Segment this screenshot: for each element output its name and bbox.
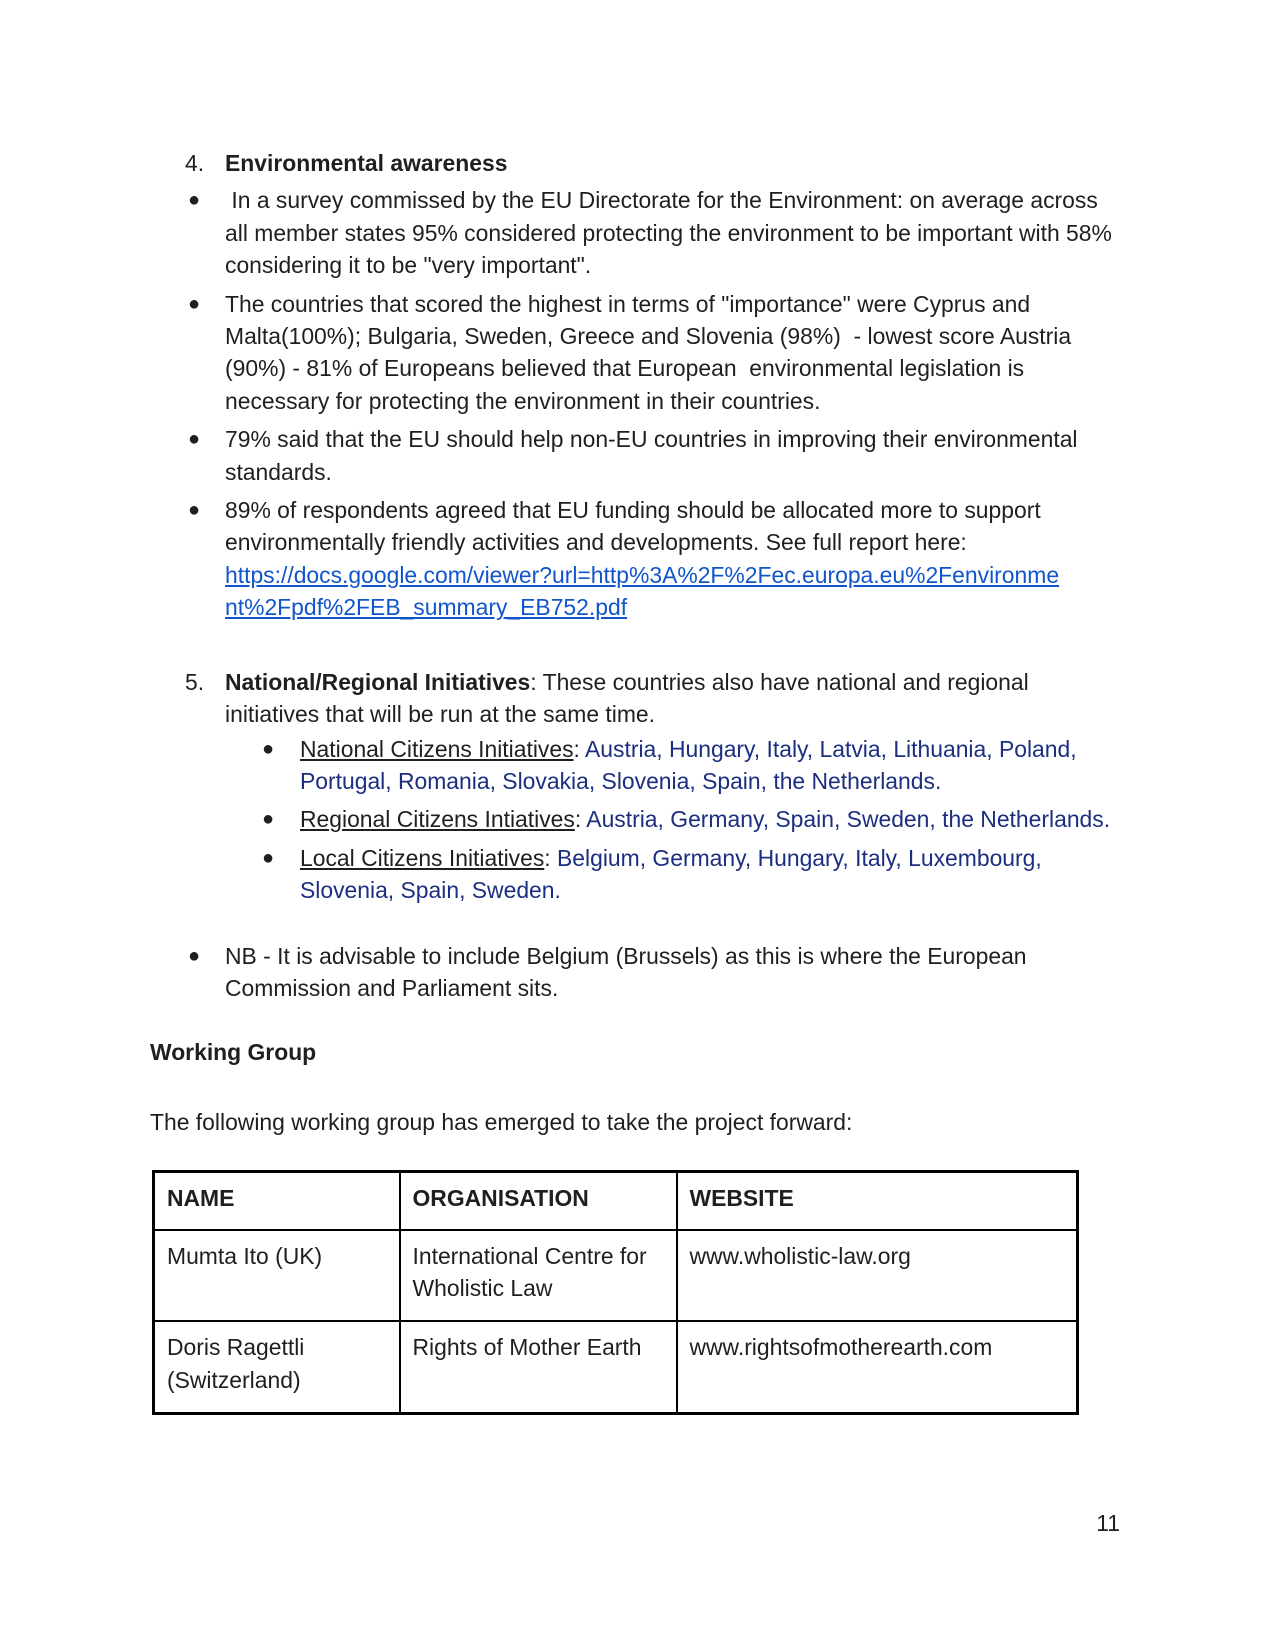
bullet-icon: ● [262, 737, 275, 760]
list-item [150, 423, 1275, 488]
bullet-text [300, 842, 1125, 907]
list-item [225, 842, 1275, 907]
table-row [154, 1321, 1078, 1413]
bullet-icon: ● [262, 846, 275, 869]
section-4-heading [150, 147, 1275, 179]
section-5-item [150, 666, 1275, 731]
country-list: Austria, Hungary, Italy, Latvia, Lithuania, Poland, Portugal, Romania, Slovakia, Slovenia, Spain, the Netherlands. [300, 735, 1083, 794]
separator: : [574, 806, 587, 833]
table-cell-website: www.wholistic-law.org [677, 1230, 1078, 1322]
bullet-text [225, 494, 1125, 624]
list-item [150, 494, 1275, 624]
list-item [150, 184, 1275, 281]
table-cell-name: Mumta Ito (UK) [154, 1230, 400, 1322]
initiative-label: National Citizens Initiatives [300, 735, 574, 762]
bullet-icon: ● [188, 499, 201, 522]
report-link-line: https://docs.google.com/viewer?url=http%3A%2F%2Fec.europa.eu%2Fenvironme [225, 561, 1060, 588]
table-header-organisation: ORGANISATION [400, 1172, 677, 1230]
section-4-bullet-list [150, 184, 1275, 623]
report-link-line: nt%2Fpdf%2FEB_summary_EB752.pdf [225, 594, 628, 621]
page-number: 11 [1096, 1510, 1120, 1536]
list-number: 4. [185, 150, 205, 176]
section-5-sub-list [225, 733, 1275, 907]
country-list: Austria, Germany, Spain, Sweden, the Netherlands. [586, 806, 1111, 833]
list-item [225, 733, 1275, 798]
bullet-icon: ● [188, 944, 201, 967]
table-header-name: NAME [154, 1172, 400, 1230]
bullet-icon: ● [262, 808, 275, 831]
bullet-text [225, 288, 1125, 418]
separator: : [544, 844, 558, 871]
bullet-text [225, 423, 1125, 488]
working-group-intro: The following working group has emerged to take the project forward: [150, 1108, 853, 1135]
working-group-table [152, 1170, 1079, 1415]
initiative-label: Regional Citizens Intiatives [300, 806, 575, 833]
section-5-text [225, 666, 1125, 731]
initiative-label: Local Citizens Initiatives [300, 844, 545, 871]
paragraph: 79% said that the EU should help non-EU countries in improving their environmental standards. [225, 426, 1084, 485]
separator: : [573, 735, 586, 762]
bullet-text [225, 184, 1125, 281]
paragraph: 89% of respondents agreed that EU funding should be allocated more to support environmentally friendly activities and developments. See full report here: [225, 497, 1048, 556]
section-5-description: : These countries also have national and regional initiatives that will be run at the same time. [225, 668, 1036, 728]
table-cell-website: www.rightsofmotherearth.com [677, 1321, 1078, 1413]
table-header-website: WEBSITE [677, 1172, 1078, 1230]
section-4-title: Environmental awareness [225, 150, 508, 176]
table-header-row [154, 1172, 1078, 1230]
paragraph: In a survey commissed by the EU Directorate for the Environment: on average across all member states 95% considered protecting the environment to be important with 58% considering it to be "very important". [225, 187, 1119, 279]
section-5-title: National/Regional Initiatives [225, 668, 531, 695]
table-cell-organisation: International Centre for Wholistic Law [400, 1230, 677, 1322]
table-row [154, 1230, 1078, 1322]
paragraph: NB - It is advisable to include Belgium (Brussels) as this is where the European Commission and Parliament sits. [225, 942, 1033, 1001]
bullet-text [300, 733, 1125, 798]
nb-note [150, 940, 1275, 1005]
list-number: 5. [185, 668, 205, 695]
bullet-icon: ● [188, 428, 201, 451]
paragraph: The countries that scored the highest in terms of "importance" were Cyprus and Malta(100%); Bulgaria, Sweden, Greece and Slovenia (98%) - lowest score Austria (90%) - 81% of Europeans believed that European environmental legislation is necessary for protecting the environment in their countries. [225, 290, 1078, 414]
list-item [150, 288, 1275, 418]
working-group-heading: Working Group [150, 1039, 317, 1066]
bullet-icon: ● [188, 292, 201, 315]
country-list: Belgium, Germany, Hungary, Italy, Luxembourg, Slovenia, Spain, Sweden. [300, 844, 1049, 904]
table-cell-name: Doris Ragettli (Switzerland) [154, 1321, 400, 1413]
table-cell-organisation: Rights of Mother Earth [400, 1321, 677, 1413]
report-link[interactable] [225, 559, 1125, 624]
list-item [225, 803, 1275, 835]
bullet-text [225, 940, 1125, 1005]
bullet-text [300, 803, 1125, 835]
bullet-icon: ● [188, 189, 201, 212]
